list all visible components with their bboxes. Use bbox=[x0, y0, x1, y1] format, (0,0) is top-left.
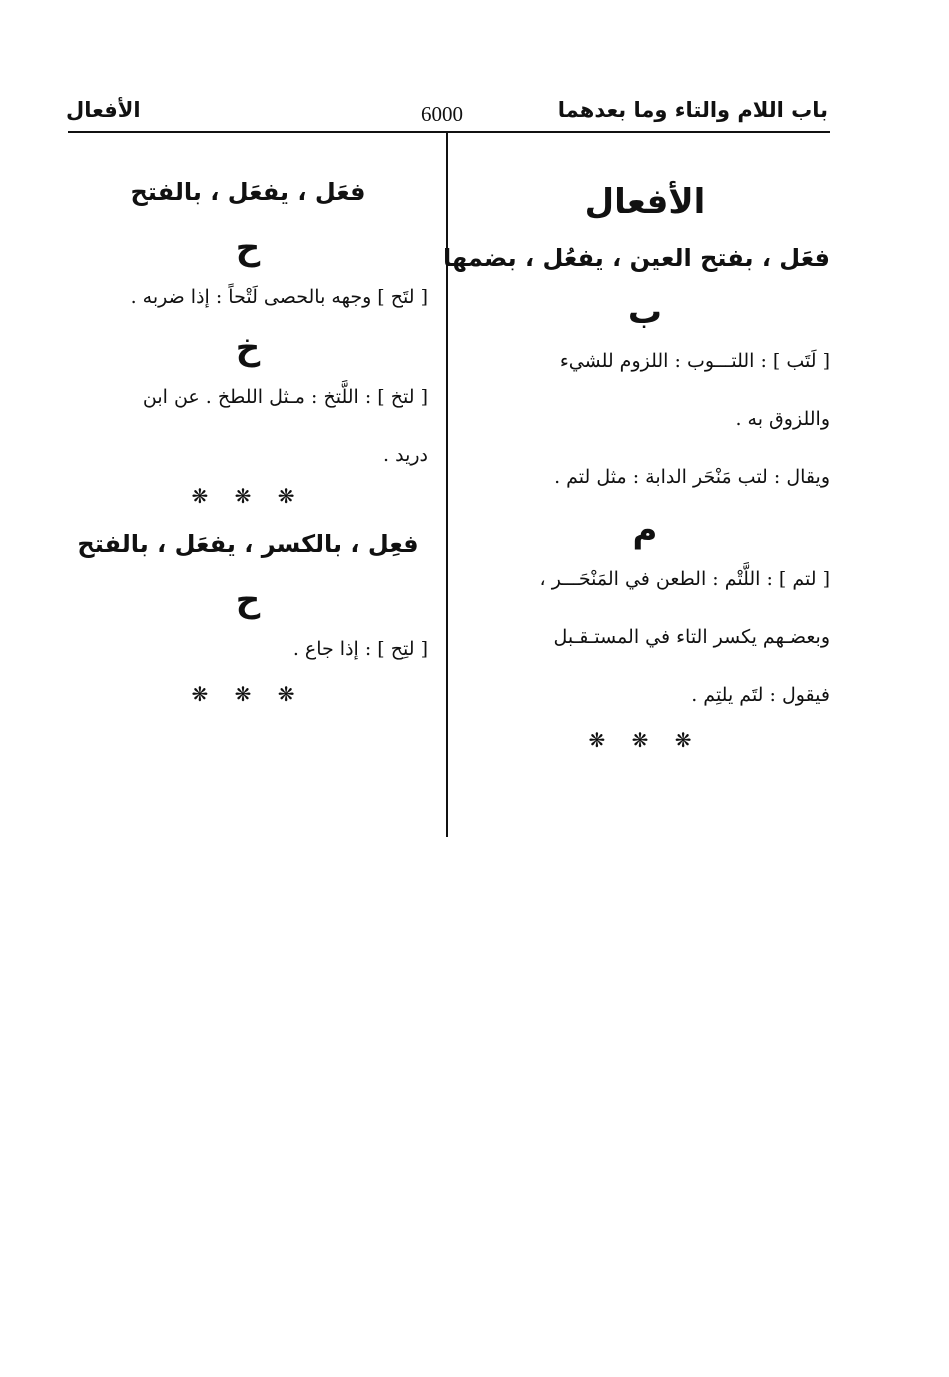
column-divider bbox=[446, 131, 448, 837]
separator-stars: ❋ ❋ ❋ bbox=[191, 484, 305, 508]
separator-stars: ❋ ❋ ❋ bbox=[588, 728, 702, 752]
entry-line: [ لتَح ] وجهه بالحصى لَتْحاً : إذا ضربه . bbox=[130, 286, 428, 308]
entry-line: دريد . bbox=[383, 444, 428, 466]
entry-line: [ لتم ] : اللَّتْم : الطعن في المَنْحَـــر ، bbox=[539, 568, 830, 590]
letter-heading: خ bbox=[235, 328, 261, 368]
entry-line: واللزوق به . bbox=[735, 408, 830, 430]
section-heading: فعِل ، بالكسر ، يفعَل ، بالفتح bbox=[77, 530, 419, 558]
chapter-title: باب اللام والتاء وما بعدهما bbox=[557, 98, 828, 122]
section-heading: فعَل ، بفتح العين ، يفعُل ، بضمها bbox=[443, 244, 830, 272]
page-number: 6000 bbox=[421, 102, 463, 126]
separator-stars: ❋ ❋ ❋ bbox=[191, 682, 305, 706]
entry-line: [ لَتَب ] : اللتـــوب : اللزوم للشيء bbox=[559, 350, 830, 372]
entry-line: [ لتخ ] : اللَّتخ : مـثل اللطخ . عن ابن bbox=[142, 386, 428, 408]
letter-heading: م bbox=[632, 510, 658, 550]
main-title: الأفعال bbox=[584, 182, 706, 222]
page-header bbox=[66, 92, 828, 132]
left-column bbox=[68, 150, 428, 706]
section-heading: فعَل ، يفعَل ، بالفتح bbox=[130, 178, 366, 206]
letter-heading: ب bbox=[627, 292, 663, 332]
entry-line: [ لتِح ] : إذا جاع . bbox=[292, 638, 428, 660]
right-column bbox=[443, 150, 830, 752]
entry-line: ويقال : لتب مَنْحَر الدابة : مثل لتم . bbox=[554, 466, 830, 488]
letter-heading: ح bbox=[235, 580, 261, 620]
entry-line: وبعضـهم يكسر التاء في المستـقـبل bbox=[553, 626, 830, 648]
header-rule bbox=[68, 131, 830, 133]
section-title: الأفعال bbox=[66, 98, 141, 122]
entry-line: فيقول : لتَم يلتِم . bbox=[691, 684, 830, 706]
letter-heading: ح bbox=[235, 228, 261, 268]
